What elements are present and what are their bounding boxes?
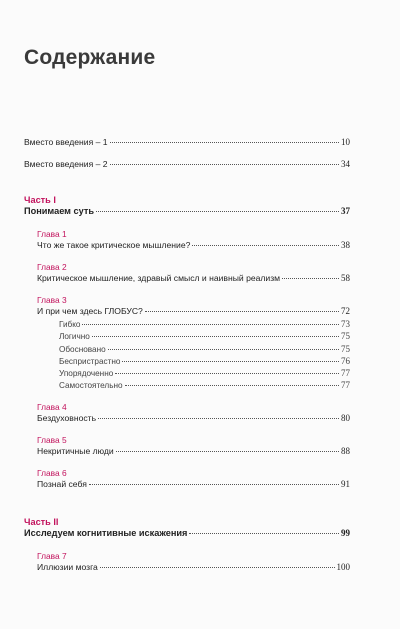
toc-page-number: 77 (341, 380, 350, 391)
toc-entry[interactable] (24, 159, 350, 172)
dot-leader (96, 211, 339, 212)
toc-page-number: 99 (341, 527, 350, 538)
subsection-entry[interactable] (37, 380, 350, 392)
toc-page-number: 77 (341, 368, 350, 379)
toc-page-number: 75 (341, 343, 350, 354)
toc-page-number: 34 (341, 159, 350, 169)
dot-leader (192, 245, 339, 246)
toc-page-number: 80 (341, 412, 350, 423)
dot-leader (122, 361, 339, 362)
dot-leader (92, 336, 339, 337)
toc-page-number: 38 (341, 240, 350, 250)
chapter-label: Глава 1 (37, 229, 67, 239)
chapter-label: Глава 2 (37, 262, 67, 272)
chapter-entry[interactable] (37, 562, 350, 575)
chapter-entry[interactable] (37, 273, 350, 286)
dot-leader (82, 324, 339, 325)
dot-leader (89, 484, 339, 485)
part-label: Часть II (24, 516, 59, 527)
subsection-title: Упорядоченно (59, 369, 114, 379)
dot-leader (108, 349, 339, 350)
dot-leader (145, 311, 339, 312)
chapter-label: Глава 7 (37, 550, 67, 561)
dot-leader (282, 278, 339, 279)
chapter-label: Глава 6 (37, 467, 67, 478)
toc-page-number: 37 (341, 206, 350, 216)
dot-leader (110, 142, 339, 143)
subsection-entry[interactable] (37, 331, 350, 343)
chapter-title: Иллюзии мозга (37, 561, 98, 572)
chapter-label: Глава 4 (37, 401, 67, 412)
dot-leader (100, 567, 335, 568)
toc-page-number: 10 (341, 137, 350, 147)
toc-page-number: 76 (341, 355, 350, 366)
table-of-contents (24, 137, 350, 575)
toc-page-number: 100 (336, 561, 350, 572)
part-title: Исследуем когнитивные искажения (24, 527, 188, 538)
chapter-title: Бездуховность (37, 412, 97, 423)
toc-entry-label: Вместо введения – 1 (24, 137, 108, 147)
toc-page-number: 73 (341, 319, 350, 329)
subsection-entry[interactable] (37, 356, 350, 368)
subsection-title: Беспристрастно (59, 356, 121, 366)
subsection-entry[interactable] (37, 344, 350, 356)
subsection-entry[interactable] (37, 368, 350, 380)
part-title-entry[interactable] (24, 528, 350, 542)
subsection-title: Гибко (59, 320, 81, 329)
chapter-entry[interactable] (37, 413, 350, 426)
part-title: Понимаем суть (24, 206, 95, 216)
dot-leader (110, 164, 339, 165)
chapter-title: Что же такое критическое мышление? (37, 240, 191, 250)
chapter-title: Познай себя (37, 478, 87, 489)
subsection-title: Самостоятельно (59, 381, 123, 391)
subsection-title: Обосновано (59, 344, 106, 354)
chapter-label: Глава 5 (37, 434, 67, 445)
toc-page-number: 58 (341, 273, 350, 283)
subsection-entry[interactable] (37, 319, 350, 331)
chapter-title: Критическое мышление, здравый смысл и наивный реализм (37, 273, 281, 283)
part-title-entry[interactable] (24, 206, 350, 220)
toc-page-number: 75 (341, 331, 350, 342)
chapter-label: Глава 3 (37, 295, 67, 305)
dot-leader (189, 533, 339, 534)
toc-entry-label: Вместо введения – 2 (24, 159, 108, 169)
toc-page-number: 72 (341, 306, 350, 316)
dot-leader (98, 418, 339, 419)
subsection-title: Логично (59, 332, 90, 342)
part-label: Часть I (24, 195, 56, 205)
dot-leader (125, 385, 339, 386)
toc-page-number: 88 (341, 445, 350, 456)
chapter-entry[interactable] (37, 446, 350, 459)
chapter-entry[interactable] (37, 240, 350, 253)
chapter-entry[interactable] (37, 479, 350, 492)
chapter-entry[interactable] (37, 306, 350, 319)
toc-page-number: 91 (341, 478, 350, 489)
chapter-title: Некритичные люди (37, 445, 114, 456)
dot-leader (115, 373, 339, 374)
page-title: Содержание (24, 46, 156, 69)
dot-leader (116, 451, 339, 452)
toc-entry[interactable] (24, 137, 350, 150)
chapter-title: И при чем здесь ГЛОБУС? (37, 306, 143, 316)
